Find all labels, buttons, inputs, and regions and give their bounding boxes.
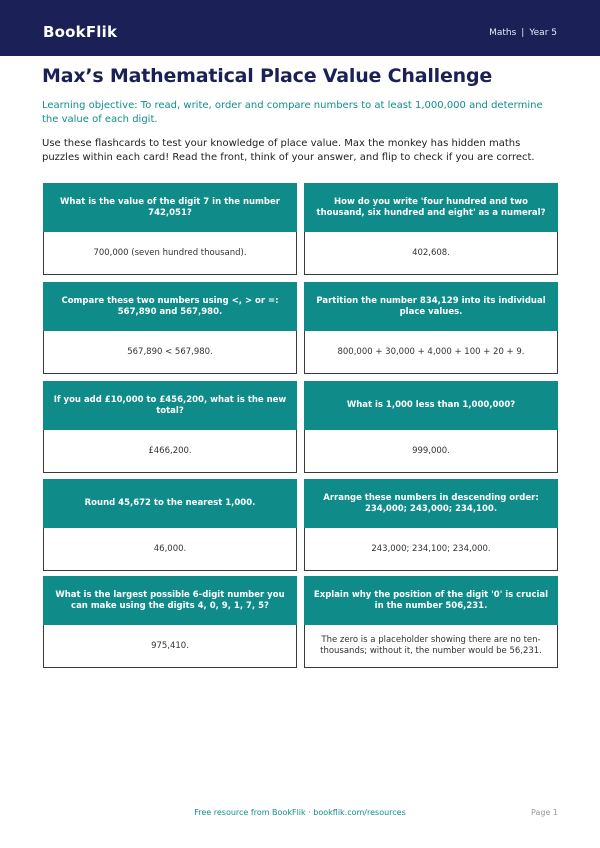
flashcard-answer: 46,000. [43, 528, 297, 571]
learning-objective: Learning objective: To read, write, order and compare numbers to at least 1,000,000 and determine the value of each digit. [42, 100, 543, 125]
flashcard-question: Explain why the position of the digit '0' is crucial in the number 506,231. [304, 576, 558, 625]
brand-logo[interactable]: BookFlik [43, 23, 118, 41]
page-title: Max’s Mathematical Place Value Challenge [42, 65, 493, 87]
flashcard-answer: £466,200. [43, 430, 297, 473]
flashcard-answer: 243,000; 234,100; 234,000. [304, 528, 558, 571]
breadcrumb-year[interactable]: Year 5 [529, 28, 557, 38]
flashcard[interactable] [43, 381, 297, 473]
flashcard-answer: 999,000. [304, 430, 558, 473]
intro-text: Use these flashcards to test your knowledge of place value. Max the monkey has hidden maths puzzles within each card! Read the front, think of your answer, and flip to check if you are correct. [42, 138, 535, 163]
top-bar [0, 0, 600, 56]
flashcard[interactable] [304, 381, 558, 473]
flashcard-answer: 975,410. [43, 625, 297, 668]
flashcard[interactable] [43, 282, 297, 374]
flashcard[interactable] [304, 479, 558, 571]
flashcard-question: Arrange these numbers in descending order: 234,000; 243,000; 234,100. [304, 479, 558, 528]
flashcard-answer: 700,000 (seven hundred thousand). [43, 232, 297, 275]
breadcrumb [489, 28, 557, 38]
flashcard-question: Partition the number 834,129 into its individual place values. [304, 282, 558, 331]
flashcard-answer: 567,890 < 567,980. [43, 331, 297, 374]
flashcard-answer: 800,000 + 30,000 + 4,000 + 100 + 20 + 9. [304, 331, 558, 374]
flashcard-question: What is the value of the digit 7 in the number 742,051? [43, 183, 297, 232]
flashcard-question: What is the largest possible 6-digit number you can make using the digits 4, 0, 9, 1, 7, 5? [43, 576, 297, 625]
flashcard-question: What is 1,000 less than 1,000,000? [304, 381, 558, 430]
flashcard[interactable] [43, 576, 297, 668]
flashcard-question: How do you write 'four hundred and two thousand, six hundred and eight' as a numeral? [304, 183, 558, 232]
flashcard-answer: The zero is a placeholder showing there are no ten-thousands; without it, the number would be 56,231. [304, 625, 558, 668]
page-number: Page 1 [531, 808, 558, 817]
flashcard[interactable] [304, 282, 558, 374]
flashcard-question: Compare these two numbers using <, > or =: 567,890 and 567,980. [43, 282, 297, 331]
flashcard[interactable] [304, 183, 558, 275]
flashcard-question: Round 45,672 to the nearest 1,000. [43, 479, 297, 528]
footer-text[interactable]: Free resource from BookFlik · bookflik.com/resources [194, 808, 406, 817]
flashcard-answer: 402,608. [304, 232, 558, 275]
flashcard-question: If you add £10,000 to £456,200, what is the new total? [43, 381, 297, 430]
breadcrumb-subject[interactable]: Maths [489, 28, 517, 38]
breadcrumb-separator: | [521, 28, 525, 38]
flashcard[interactable] [304, 576, 558, 668]
flashcard[interactable] [43, 183, 297, 275]
flashcard[interactable] [43, 479, 297, 571]
